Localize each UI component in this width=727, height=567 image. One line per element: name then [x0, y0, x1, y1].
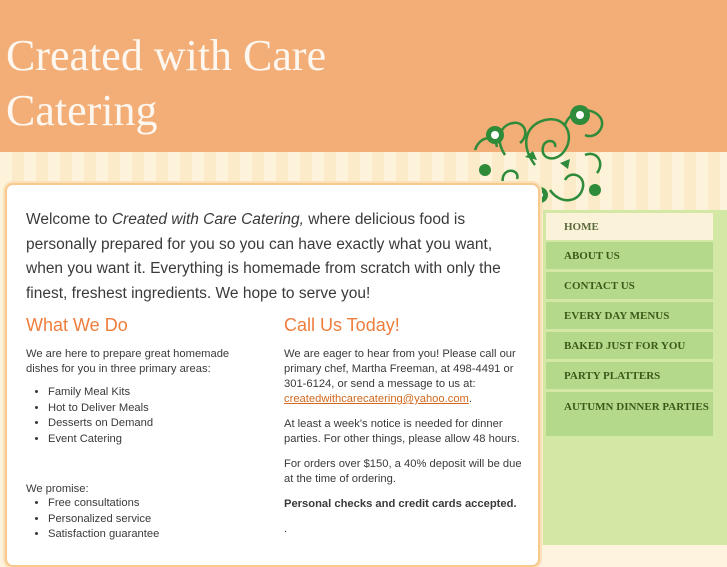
- welcome-post: where delicious food is personally prepared for you so you can have exactly what you want, when you want it. Everything is homemade from scratch with only the finest, freshest ingredients. We hope to serve you!: [26, 211, 501, 302]
- call-us-para3: For orders over $150, a 40% deposit will be due at the time of ordering.: [284, 458, 522, 485]
- call-us-text: [284, 347, 524, 537]
- nav-item-home[interactable]: HOME: [546, 213, 713, 240]
- call-us-para5: .: [284, 523, 288, 535]
- email-link[interactable]: createdwithcarecatering@yahoo.com: [284, 393, 469, 405]
- site-title-line2: Catering: [6, 86, 158, 135]
- call-us-para2: At least a week's notice is needed for dinner parties. For other things, please allow 48 hours.: [284, 418, 520, 445]
- list-item: • Desserts on Demand: [48, 416, 153, 432]
- nav-item-contact-us[interactable]: CONTACT US: [546, 272, 713, 299]
- welcome-brand: Created with Care Catering,: [111, 211, 304, 228]
- site-title: [6, 28, 426, 138]
- promises-list: [12, 496, 159, 543]
- call-us-para1-end: .: [468, 393, 472, 405]
- what-we-do-intro: We are here to prepare great homemade dishes for you in three primary areas:: [26, 348, 230, 375]
- what-we-do-heading: What We Do: [26, 315, 128, 335]
- call-us-para1-text: We are eager to hear from you! Please call our primary chef, Martha Freeman, at 498-4491 or 301-6124, or send a message to us at:: [284, 348, 516, 390]
- main-content: [5, 183, 540, 567]
- list-item: • Satisfaction guarantee: [48, 527, 159, 543]
- site-header: [0, 0, 727, 152]
- list-item: • Personalized service: [48, 512, 159, 528]
- list-item: • Free consultations: [48, 496, 159, 512]
- list-item: • Family Meal Kits: [48, 385, 153, 401]
- welcome-text: [26, 208, 501, 306]
- nav-item-party-platters[interactable]: PARTY PLATTERS: [546, 362, 713, 389]
- nav-item-every-day-menus[interactable]: EVERY DAY MENUS: [546, 302, 713, 329]
- welcome-pre: Welcome to: [26, 211, 112, 228]
- list-item: • Hot to Deliver Meals: [48, 401, 153, 417]
- nav-item-autumn-dinner-parties[interactable]: AUTUMN DINNER PARTIES: [546, 392, 713, 436]
- nav-item-about-us[interactable]: ABOUT US: [546, 242, 713, 269]
- site-title-line1: Created with Care: [6, 31, 327, 80]
- call-us-para4: Personal checks and credit cards accepted.: [284, 498, 517, 510]
- call-us-heading: Call Us Today!: [284, 315, 400, 335]
- nav-item-baked-just-for-you[interactable]: BAKED JUST FOR YOU: [546, 332, 713, 359]
- promise-label: We promise:: [26, 483, 89, 495]
- areas-list: [12, 385, 153, 447]
- list-item: • Event Catering: [48, 432, 153, 448]
- call-us-para1: [284, 347, 524, 407]
- sidebar-nav: [543, 210, 727, 545]
